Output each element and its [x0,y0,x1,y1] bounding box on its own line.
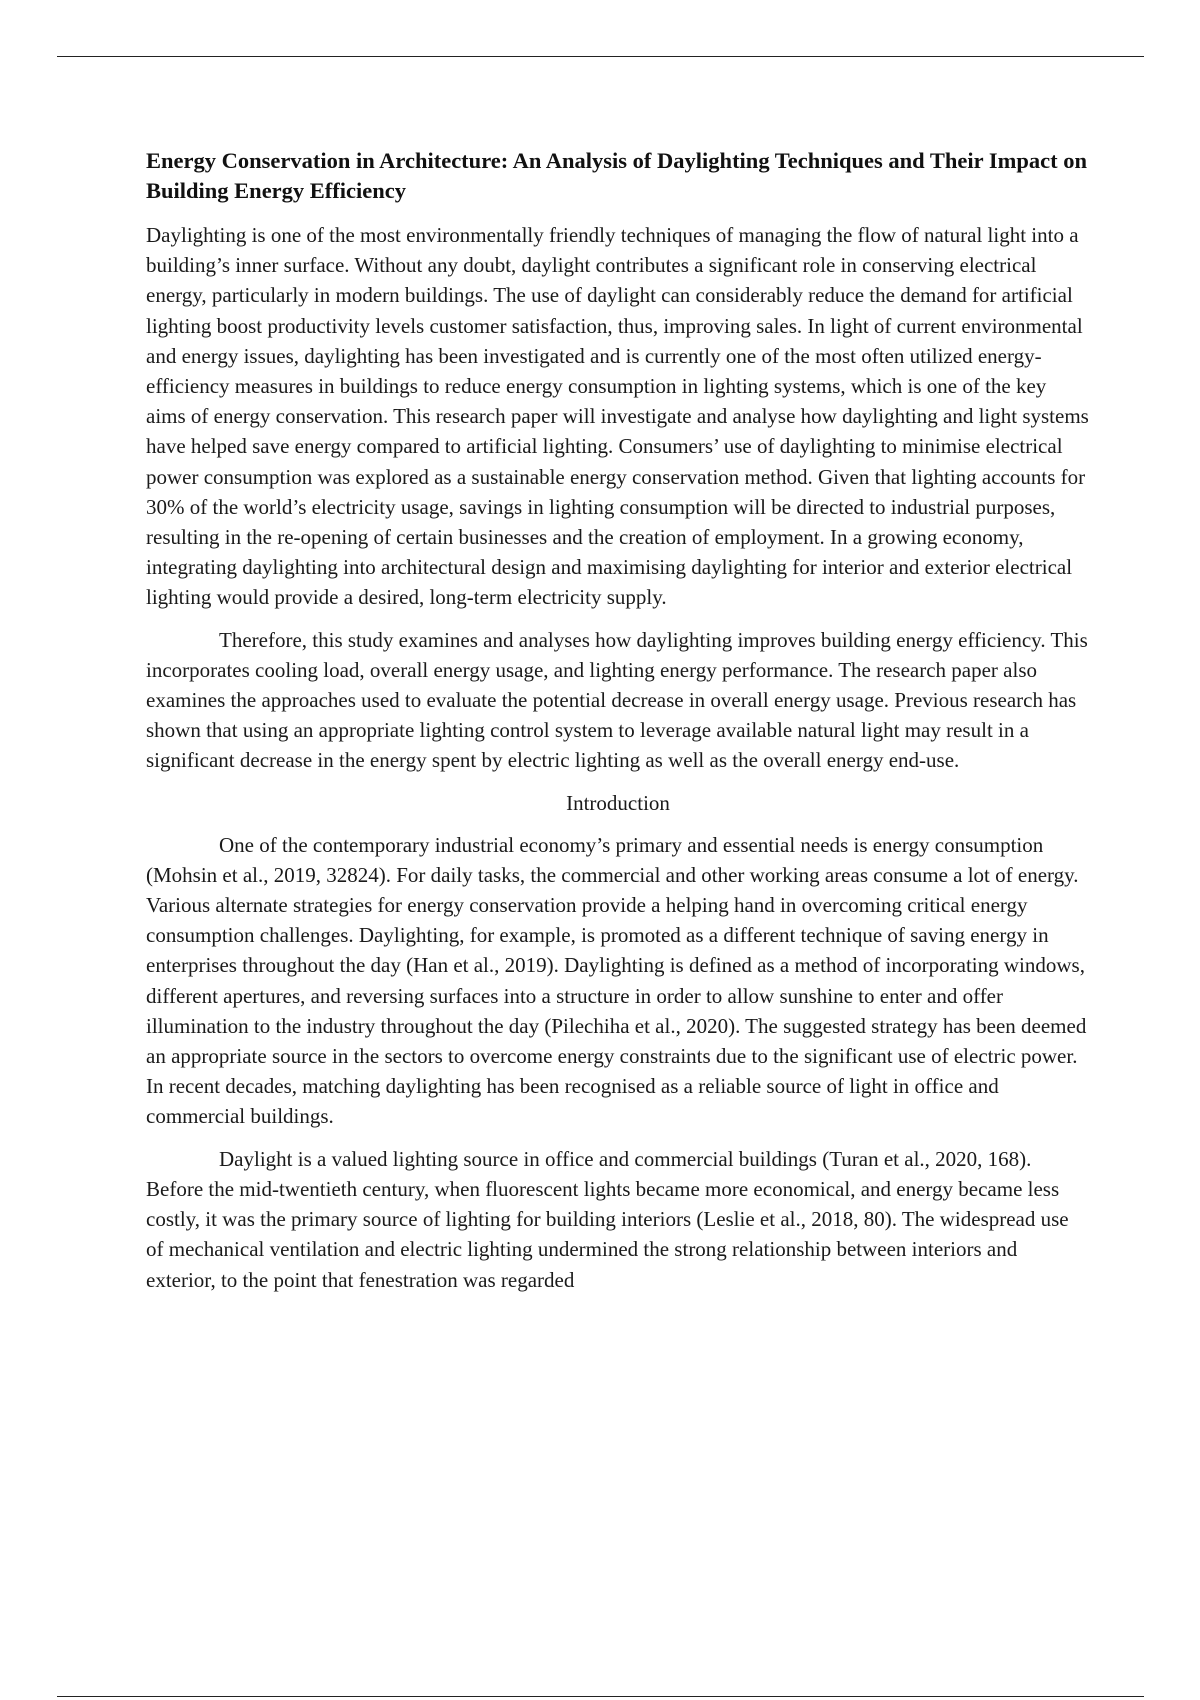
introduction-paragraph-2: Daylight is a valued lighting source in office and commercial buildings (Turan et al., 2020, 168). Before the mid-twentieth century, when fluorescent lights became more economical, and energy became less costly, it was the primary source of lighting for building interiors (Leslie et al., 2018, 80). The widespread use of mechanical ventilation and electric lighting undermined the strong relationship between interiors and exterior, to the point that fenestration was regarded [146,1146,1069,1292]
top-rule [57,56,1144,57]
abstract-paragraph-2: Therefore, this study examines and analyses how daylighting improves building energy efficiency. This incorporates cooling load, overall energy usage, and lighting energy performance. The research paper also examines the approaches used to evaluate the potential decrease in overall energy usage. Previous research has shown that using an appropriate lighting control system to leverage available natural light may result in a significant decrease in the energy spent by electric lighting as well as the overall energy end-use. [146,627,1088,773]
abstract-paragraph-1: Daylighting is one of the most environmentally friendly techniques of managing the flow of natural light into a building’s inner surface. Without any doubt, daylight contributes a significant role in conserving electrical energy, particularly in modern buildings. The use of daylight can considerably reduce the demand for artificial lighting boost productivity levels customer satisfaction, thus, improving sales. In light of current environmental and energy issues, daylighting has been investigated and is currently one of the most often utilized energy-efficiency measures in buildings to reduce energy consumption in lighting systems, which is one of the key aims of energy conservation. This research paper will investigate and analyse how daylighting and light systems have helped save energy compared to artificial lighting. Consumers’ use of daylighting to minimise electrical power consumption was explored as a sustainable energy conservation method. Given that lighting accounts for 30% of the world’s electricity usage, savings in lighting consumption will be directed to industrial purposes, resulting in the re-opening of certain businesses and the creation of employment. In a growing economy, integrating daylighting into architectural design and maximising daylighting for interior and exterior electrical lighting would provide a desired, long-term electricity supply. [146,223,1089,610]
bottom-rule [57,1696,1144,1697]
document-title: Energy Conservation in Architecture: An Analysis of Daylighting Techniques and Their Impact on Building Energy Efficiency [146,148,1087,203]
introduction-paragraph-1: One of the contemporary industrial economy’s primary and essential needs is energy consumption (Mohsin et al., 2019, 32824). For daily tasks, the commercial and other working areas consume a lot of energy. Various alternate strategies for energy conservation provide a helping hand in overcoming critical energy consumption challenges. Daylighting, for example, is promoted as a different technique of saving energy in enterprises throughout the day (Han et al., 2019). Daylighting is defined as a method of incorporating windows, different apertures, and reversing surfaces into a structure in order to allow sunshine to enter and offer illumination to the industry throughout the day (Pilechiha et al., 2020). The suggested strategy has been deemed an appropriate source in the sectors to overcome energy constraints due to the significant use of electric power. In recent decades, matching daylighting has been recognised as a reliable source of light in office and commercial buildings. [146,832,1087,1129]
introduction-heading: Introduction [566,790,670,815]
document-body [146,146,1090,1307]
